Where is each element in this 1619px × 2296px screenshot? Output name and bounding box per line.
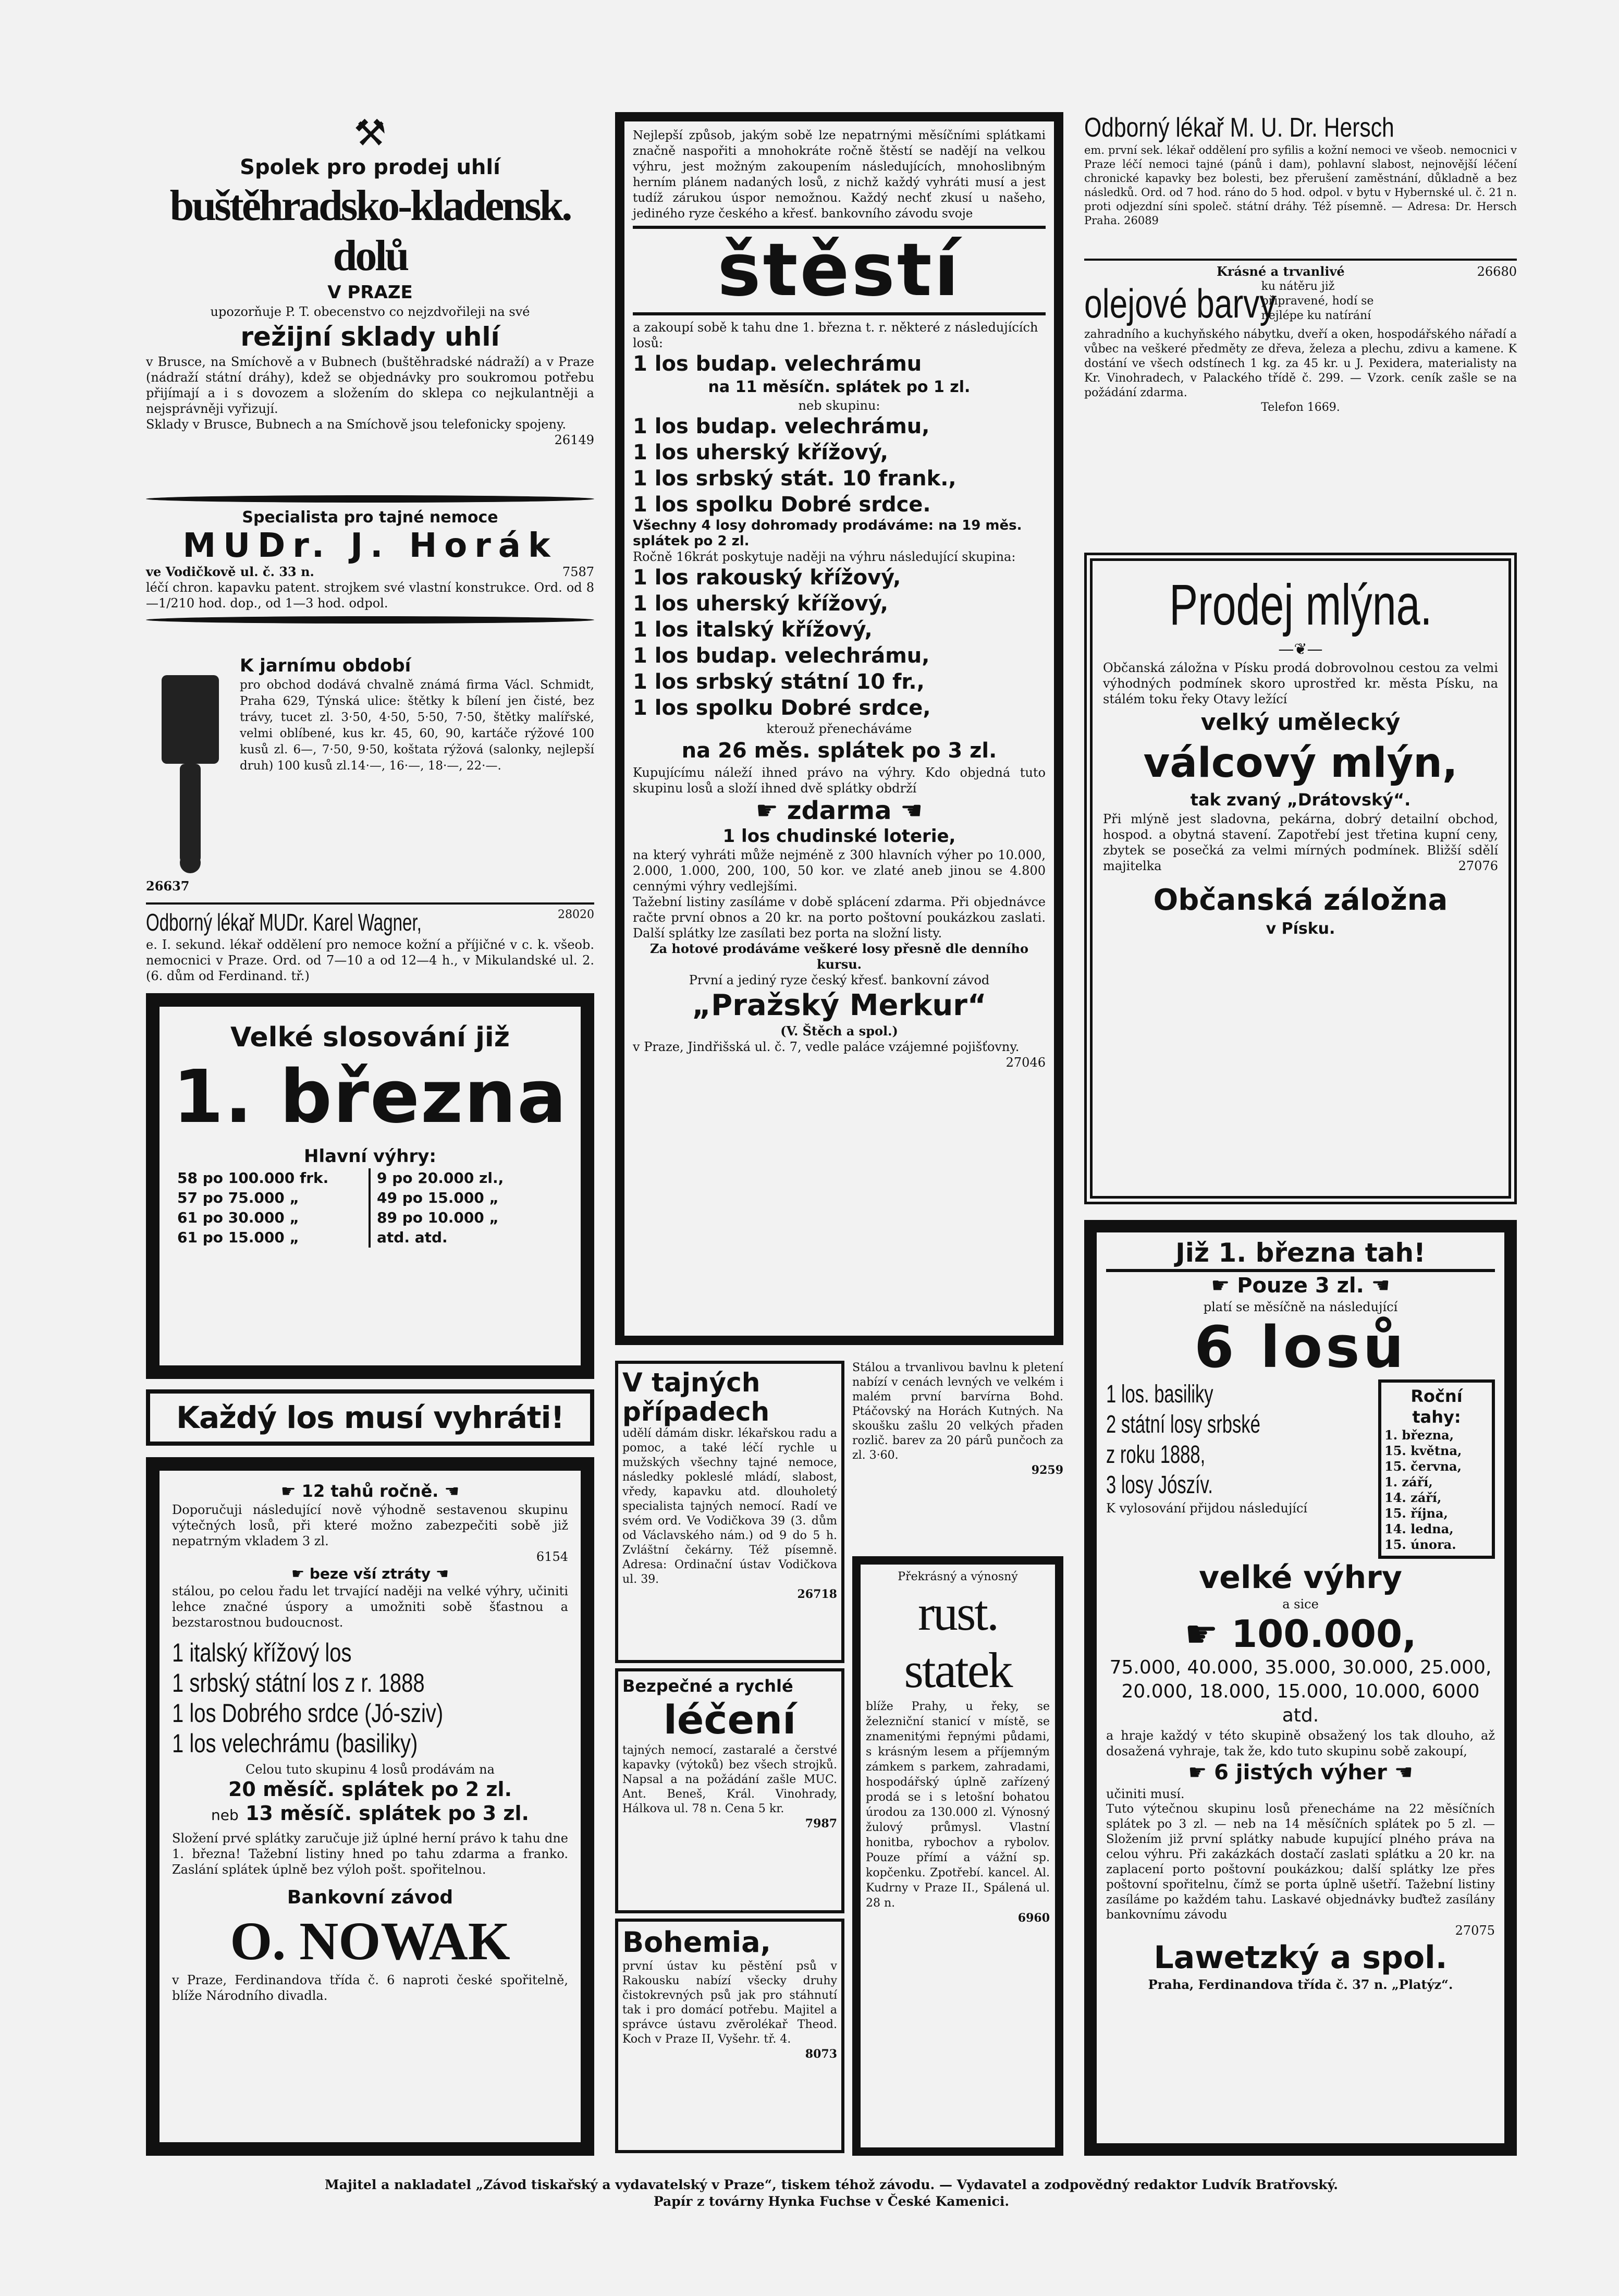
rocni-title: Roční tahy: (1411, 1386, 1463, 1427)
ad-tahu: ☛ 12 tahů ročně. ☚ (280, 1481, 460, 1501)
hammers-icon: ⚒ (353, 112, 387, 154)
ad-tajnych (615, 1361, 844, 1663)
date-item: 15. května, (1384, 1443, 1462, 1458)
ornament-icon: —❦— (1278, 640, 1323, 658)
divider (146, 495, 594, 503)
ad-amounts: 75.000, 40.000, 35.000, 30.000, 25.000, 20.000, 18.000, 15.000, 10.000, 6000 atd. (1109, 1657, 1492, 1726)
ad-schmidt (146, 654, 594, 894)
ad-wagner (146, 899, 594, 984)
ad-addr: Praha, Ferdinandova třída č. 37 n. „Platýz“. (1148, 1977, 1453, 1992)
ad-headline: režijní sklady uhlí (240, 322, 500, 352)
ad-owner: Občanská záložna (1153, 883, 1448, 917)
ad-head: Již 1. března tah! (1106, 1237, 1495, 1272)
ad-intro: Občanská záložna v Písku prodá dobrovolnou cestou za velmi výhodných podmínek skoro uprostřed kr. města Písku, na stálém toku řeky Otavy ležící (1103, 661, 1498, 706)
imprint (146, 2177, 1517, 2210)
ad-chud: 1 los chudinské loterie, (722, 826, 956, 847)
prize-row: 61 po 30.000 „ (177, 1209, 299, 1226)
lot-item: 1 los uherský křížový, (633, 592, 888, 616)
date-item: 15. února. (1384, 1537, 1456, 1552)
ad-chud-text: na který vyhráti může nejméně z 300 hlavních výher po 10.000, 2.000, 1.000, 200, 100, 50 kor. ve zlaté aneb jinou se 4.800 cennými výhry vedlejšími. (633, 848, 1046, 894)
ad-side: ku nátěru již připravené, hodí se nejlépe ku natírání (1261, 280, 1374, 322)
divider (146, 616, 594, 624)
newspaper-page (146, 112, 1517, 2209)
lot-item: 1 los Dobrého srdce (Jó-sziv) (172, 1699, 444, 1728)
ad-hraje: a hraje každý v této skupině obsažený los tak dlouho, až dosažená vyhraje, tak že, kdo tuto skupinu sobě zakoupí, (1106, 1728, 1495, 1758)
ad-top: ☛ 100.000, (1184, 1612, 1417, 1656)
ad-head: Hlavní výhry: (304, 1146, 436, 1167)
ad-bohemia (615, 1919, 844, 2153)
ad-body: zahradního a kuchyňského nábytku, dveří a oken, hospodářského nářadí a vůbec na veškeré předměty ze dřeva, železa a plechu, zdivu a kamene. K dostání ve všech odstínech 1 kg. za 45 kr. u J. Pexidera, materialisty na Kr. Vinohradech, v Palackého třídě č. 299. — Vzork. ceník zašle se na požádání zdarma. (1084, 328, 1517, 399)
ad-body: em. první sek. lékař oddělení pro syfilis a kožní nemoci ve všeob. nemocnici v Praze léčí nemoci tajné (pánů i dam), pohlavní slabost, nejnovější léčení chronické kapavky bez bolesti, bez přerušení zaměstnání, důkladně a bez následků. Ord. od 7 hod. ráno do 5 hod. odpol. v bytu v Hybernské ul. č. 21 n. proti odjezdní síni společ. státní dráhy. Též písemně. — Adresa: Dr. Hersch Praha. 26089 (1084, 144, 1517, 227)
ad-bank: Bankovní závod (287, 1887, 453, 1908)
ad-title: V tajných případech (622, 1367, 770, 1427)
ad-city: V PRAZE (327, 282, 413, 303)
ad-title: Spolek pro prodej uhlí (240, 155, 500, 179)
prize-row: 49 po 15.000 „ (377, 1189, 499, 1206)
ad-body: e. I. sekund. lékař oddělení pro nemoce kožní a příjičné v c. k. všeob. nemocnici v Praze. Ord. od 7—10 a od 12—4 h., v Mikulandské ul. 2. (6. dům od Ferdinand. tř.) (146, 937, 594, 983)
ad-line-1: Velké slosování již (230, 1022, 510, 1053)
ad-horak (146, 490, 594, 629)
ad-stesti (615, 112, 1063, 1345)
stesti-banner (633, 226, 1046, 315)
ad-barvy (1084, 255, 1517, 547)
group-3-note: kterouž přenecháváme (766, 722, 912, 736)
ad-title: Specialista pro tajné nemoce (242, 508, 498, 527)
group-1-price: na 11 měsíčn. splátek po 1 zl. (708, 378, 971, 396)
ad-num: 9259 (1031, 1463, 1063, 1477)
group-2-price: Všechny 4 losy dohromady prodáváme: na 19 měs. splátek po 2 zl. (633, 518, 1022, 549)
ad-body: tajných nemocí, zastaralé a čerstvé kapavky (výtoků) bez všech strojků. Napsal a na požádání zašle MUC. Ant. Beneš, Král. Vinohrady, Hálkova ul. 78 n. Cena 5 kr. (622, 1744, 837, 1815)
ad-name: MUDr. J. Horák (182, 527, 558, 565)
lot-item: 1 srbský státní los z r. 1888 (172, 1668, 425, 1697)
prize-table (167, 1168, 573, 1248)
brush-icon (151, 670, 229, 873)
lot-item: 1 los rakouský křížový, (633, 566, 901, 590)
ad-body: blíže Prahy, u řeky, se železniční stanicí v místě, se znamenitými řepnými půdami, s krásným lesem a příjemným zámkem s parkem, zahradami, hospodářský úplně zařízený prodá se i s letošní bohatou úrodou za 130.000 zl. Výnosný žulový průmysl. Vlastní honitba, rybochov a rybolov. Pouze přímí a vážní sp. kopčenku. Zpotřebí. kancel. Al. Kudrny v Praze II., Spálená ul. 28 n. (866, 1700, 1050, 1910)
lot-item: 3 losy Jószív. (1106, 1471, 1213, 1499)
lot-item: 1 los spolku Dobré srdce, (633, 696, 931, 720)
ad-text: Každý los musí vyhráti! (176, 1400, 564, 1435)
ad-lawetzky (1084, 1220, 1517, 2156)
ad-head: Krásné a trvanlivé 26680 (1216, 264, 1517, 279)
ad-num: 6154 (536, 1549, 568, 1564)
group-3 (633, 565, 1046, 721)
lot-item: 1 los spolku Dobré srdce. (633, 493, 931, 517)
ad-head: Překrásný a výnosný (898, 1570, 1018, 1583)
ad-after: Složení prvé splátky zaručuje již úplné herní právo k tahu dne 1. března! Tažební listiny hned po tahu zdarma a franko. Zaslání splátek úplně bez výloh pošt. spořitelnou. (172, 1831, 568, 1877)
date-item: 14. září, (1384, 1490, 1442, 1505)
ad-bez: ☛ beze vší ztráty ☚ (291, 1565, 449, 1582)
lot-item: 1 los. basiliky (1106, 1381, 1213, 1408)
ad-hotove: Za hotové prodáváme veškeré losy přesně dle denního kursu. (650, 941, 1028, 972)
lot-item: 1 los uherský křížový, (633, 441, 888, 465)
lot-item: 1 los velechrámu (basiliky) (172, 1729, 418, 1758)
ad-body: první ústav ku pěstění psů v Rakousku nabízí všecky druhy čistokrevných psů jak pro stáhnutí tak i pro domácí potřebu. Majitel a správce ústavu zvěrolékař Theod. Koch v Praze II, Vyšehr. tř. 4. (622, 1960, 837, 2046)
ad-leceni (615, 1668, 844, 1913)
ad-addr: ve Vodičkově ul. č. 33 n. 7587 (146, 564, 594, 579)
ad-zdarma: ☛ zdarma ☚ (755, 796, 923, 825)
ad-num: 26637 (146, 878, 190, 894)
group-3-price: na 26 měs. splátek po 3 zl. (681, 739, 997, 763)
ad-num: 6960 (1017, 1911, 1050, 1925)
group-1 (633, 351, 1046, 377)
ad-big: rust. statek (904, 1585, 1012, 1698)
prize-row: 61 po 15.000 „ (177, 1229, 299, 1246)
ad-title: Odborný lékař MUDr. Karel Wagner, 28020 (146, 908, 594, 936)
ad-prvni: První a jediný ryze český křesť. bankovní závod (689, 973, 990, 987)
lot-item: 1 los srbský státní 10 fr., (633, 670, 925, 694)
ad-name: O. NOWAK (230, 1911, 510, 1971)
ad-neb: neb skupinu: (798, 398, 880, 413)
lot-list (172, 1638, 568, 1758)
prize-row: 58 po 100.000 frk. (177, 1169, 329, 1187)
ad-addr: v Praze, Jindřišská ul. č. 7, vedle paláce vzájemné pojišťovny. 27046 (633, 1040, 1046, 1070)
ad-name: buštěhradsko-kladensk. dolů (169, 181, 571, 280)
date-item: 1. března, (1384, 1427, 1454, 1443)
ad-intro: Nejlepší způsob, jakým sobě lze nepatrnými měsíčními splátkami značně naspořiti a mnohokráte ročně štěstí se nadějí na velkou výhru, jest možným zakoupením následujících, mnohoslibným herním plánem nadaných losů, z nichž každý vyhráti musí a jest tudíž zárukou úspor nemožnou. Každý nechť zkusí u našeho, jediného ryze českého a křesť. bankovního závodu svoje (633, 129, 1046, 221)
price-intro: Celou tuto skupinu 4 losů prodávám na (246, 1762, 495, 1777)
date-item: 1. září, (1384, 1474, 1433, 1489)
ad-owner: (V. Štěch a spol.) (780, 1023, 898, 1039)
ad-body: pro obchod dodává chvalně známá firma Václ. Schmidt, Praha 629, Týnská ulice: štětky k bílení jen čisté, bez trávy, tucet zl. 3·50, 4·50, 5·50, 7·50, štětky malířské, velmi oblíbené, kus kr. 45, 60, 90, kartáče rýžové 100 kusů zl. 6—, 7·50, 9·50, koštata rýžová (salonky, nejlepší druh) 100 kusů zl.14·—, 16·—, 18·—, 22·—. (240, 678, 594, 773)
lot-item: 2 státní losy srbské (1106, 1411, 1260, 1438)
ad-spolek (146, 112, 594, 487)
rocni-box (1378, 1379, 1495, 1559)
ad-body: udělí dámám diskr. lékařskou radu a pomoc, a také léčí rychle u mužských všechny tajné nemoce, následky pokleslé mládí, slabost, vředy, kapavku atd. dlouholetý specialista tajných nemocí. Radí ve svém ord. Ve Vodičkova 39 (3. dům od Václavského nám.) od 9 do 5 h. Zvláštní čekárny. Též písemně. Adresa: Ordinační ústav Vodičkova ul. 39. (622, 1427, 837, 1586)
ad-title: Odborný lékař M. U. Dr. Hersch (1084, 113, 1394, 143)
lot-item: 1 italský křížový los (172, 1638, 352, 1667)
date-item: 15. června, (1384, 1459, 1462, 1474)
ad-body-2: Sklady v Brusce, Bubnech a na Smíchově jsou telefonicky spojeny. 26149 (146, 417, 594, 447)
ad-title: Bezpečné a rychlé (622, 1676, 793, 1696)
date-item: 14. ledna, (1384, 1521, 1454, 1536)
lot-item: 1 los budap. velechrámu (633, 352, 922, 376)
ad-jist: ☛ 6 jistých výher ☚ (1188, 1761, 1413, 1785)
ad-body: Tuto výtečnou skupinu losů přenecháme na 22 měsíčních splátek po 3 zl. — neb na 14 měsíčních splátek po 5 zl. — Složením již první splátky nabude kupující plného práva na celou výhru. Při zakázkách dostačí zaslati splátku a 20 kr. na zaplacení porto poštovní poukázkou; další splátky lze přes poštovní spořitelnu, čímž se porta úplně ušetří. Tažební listiny zasíláme po každém tahu. Laskavé objednávky buďtež zasílány bankovnímu závodu (1106, 1802, 1495, 1922)
ad-hersch (1084, 112, 1517, 253)
group-2 (633, 413, 1046, 518)
prize-right (371, 1168, 563, 1248)
ad-big: léčení (663, 1696, 796, 1743)
ad-merkur: „Pražský Merkur“ (692, 988, 987, 1022)
divider (1084, 259, 1517, 261)
ad-num: 7987 (805, 1817, 837, 1830)
ad-body: stálou, po celou řadu let trvající naději na velké výhry, učiniti lehce značné úspory a umožniti sobě šťastnou a bezstarostnou budoucnost. (172, 1584, 568, 1630)
group-3-intro: Ročně 16krát poskytuje naději na výhru následující skupina: (633, 549, 1016, 564)
ad-nowak (146, 1457, 594, 2156)
ad-body: léčí chron. kapavku patent. strojkem své vlastní konstrukce. Ord. od 8—1/210 hod. dop., od 1—3 hod. odpol. (146, 580, 594, 610)
ad-intro: Doporučuji následující nově výhodně sestavenou skupinu výtečných losů, při které možno zabezpečiti sobě již nepatrným vkladem 3 zl. (172, 1503, 568, 1548)
lot-item: 1 los italský křížový, (633, 618, 873, 642)
price-1: 20 měsíč. splátek po 2 zl. (228, 1778, 512, 1801)
imprint-line-1: Majitel a nakladatel „Závod tiskařský a vydavatelský v Praze“, tiskem téhož závodu. — Vydavatel a zodpovědný redaktor Ludvík Bratřovský. (325, 2177, 1338, 2192)
prize-row: 89 po 10.000 „ (377, 1209, 499, 1226)
ad-body: Stálou a trvanlivou bavlnu k pletení nabízí v cenách levných ve velkém i malém první barvírna Bohd. Ptáčovský na Horách Kutných. Na skoušku zašlu 20 velkých přaden rozlič. barev za 20 párů punčoch za zl. 3·60. (852, 1361, 1063, 1462)
ad-right: Kupujícímu náleží ihned právo na výhry. Kdo objedná tuto skupinu losů a složí ihned dvě splátky obdrží (633, 765, 1046, 796)
ad-sice: a sice (1282, 1597, 1319, 1611)
lot-list (1106, 1379, 1378, 1500)
ad-line-1: velký umělecký (1200, 709, 1401, 736)
ad-tel: Telefon 1669. (1261, 401, 1340, 414)
ad-vylos: K vylosování přijdou následující (1106, 1501, 1308, 1516)
ad-line-3: tak zvaný „Drátovský“. (1190, 790, 1411, 810)
prize-row: 9 po 20.000 zl., (377, 1169, 504, 1187)
ad-line-2: válcový mlýn, (1143, 740, 1458, 787)
ad-after: a zakoupí sobě k tahu dne 1. března t. r. některé z následujících losů: (633, 320, 1038, 350)
ad-body: Při mlýně jest sladovna, pekárna, dobrý detailní obchod, hospod. a obytná stavení. Zapotřebí jest třetina kupní ceny, zbytek se posečká za velmi mírných podmínek. Bližší sdělí majitelka 27076 (1103, 812, 1498, 873)
ad-line-2: 1. března (173, 1055, 568, 1140)
prize-left (177, 1168, 371, 1248)
ad-title: K jarnímu období (240, 655, 411, 676)
ad-bavlnu (852, 1361, 1063, 1548)
ad-num: 27075 (1455, 1923, 1495, 1938)
ad-mlyn (1084, 553, 1517, 1204)
ad-velke: velké výhry (1199, 1559, 1402, 1596)
ad-addr: v Praze, Ferdinandova třída č. 6 naproti české spořitelně, blíže Národního divadla. (172, 1973, 568, 2003)
lot-item: 1 los budap. velechrámu, (633, 644, 930, 668)
ad-title: Bohemia, (622, 1926, 771, 1959)
ad-big: 6 losů (1194, 1314, 1407, 1381)
ad-intro: upozorňuje P. T. obecenstvo co nejzdvořileji na své (210, 304, 530, 319)
ad-plati: platí se měsíčně na následující (1203, 1300, 1398, 1314)
lot-item: z roku 1888, (1106, 1441, 1206, 1469)
divider (146, 902, 594, 905)
prize-row: atd. atd. (377, 1229, 448, 1246)
lot-item: 1 los budap. velechrámu, (633, 414, 930, 438)
ad-tazebni: Tažební listiny zasíláme v době splácení zdarma. Při objednávce račte první obnos a 20 kr. na porto poštovní poukázkou zaslati. Další splátky lze zasílati bez porta na složní listy. (633, 895, 1046, 941)
ad-city: v Písku. (1266, 920, 1335, 938)
ad-num: 8073 (805, 2047, 837, 2061)
ad-statek (852, 1556, 1063, 2156)
price-2: neb 13 měsíč. splátek po 3 zl. (211, 1802, 529, 1825)
ad-kazdy (146, 1389, 594, 1446)
lot-item: 1 los srbský stát. 10 frank., (633, 467, 956, 491)
ad-ucini: učiniti musí. (1106, 1787, 1185, 1801)
ad-body: v Brusce, na Smíchově a v Bubnech (buštěhradské nádraží) a v Praze (nádraží státní dráhy), kdež se objednávky pro soukromou potřebu přijímají a i s dovozem a složením do sklepa co nejkulantněji a nejsprávněji vyřizují. (146, 355, 594, 416)
date-item: 15. října, (1384, 1506, 1448, 1521)
ad-big: olejové barvy (1084, 280, 1276, 326)
ad-pouze: ☛ Pouze 3 zl. ☚ (1211, 1274, 1390, 1298)
imprint-line-2: Papír z továrny Hynka Fuchse v České Kamenici. (653, 2194, 1010, 2209)
ad-big: štěstí (717, 228, 961, 313)
ad-name: Lawetzký a spol. (1154, 1939, 1448, 1976)
date-list (1384, 1427, 1489, 1553)
ad-num: 26718 (797, 1587, 837, 1601)
prize-row: 57 po 75.000 „ (177, 1189, 299, 1206)
ad-slosovani (146, 993, 594, 1379)
ad-title: Prodej mlýna. (1169, 573, 1432, 637)
